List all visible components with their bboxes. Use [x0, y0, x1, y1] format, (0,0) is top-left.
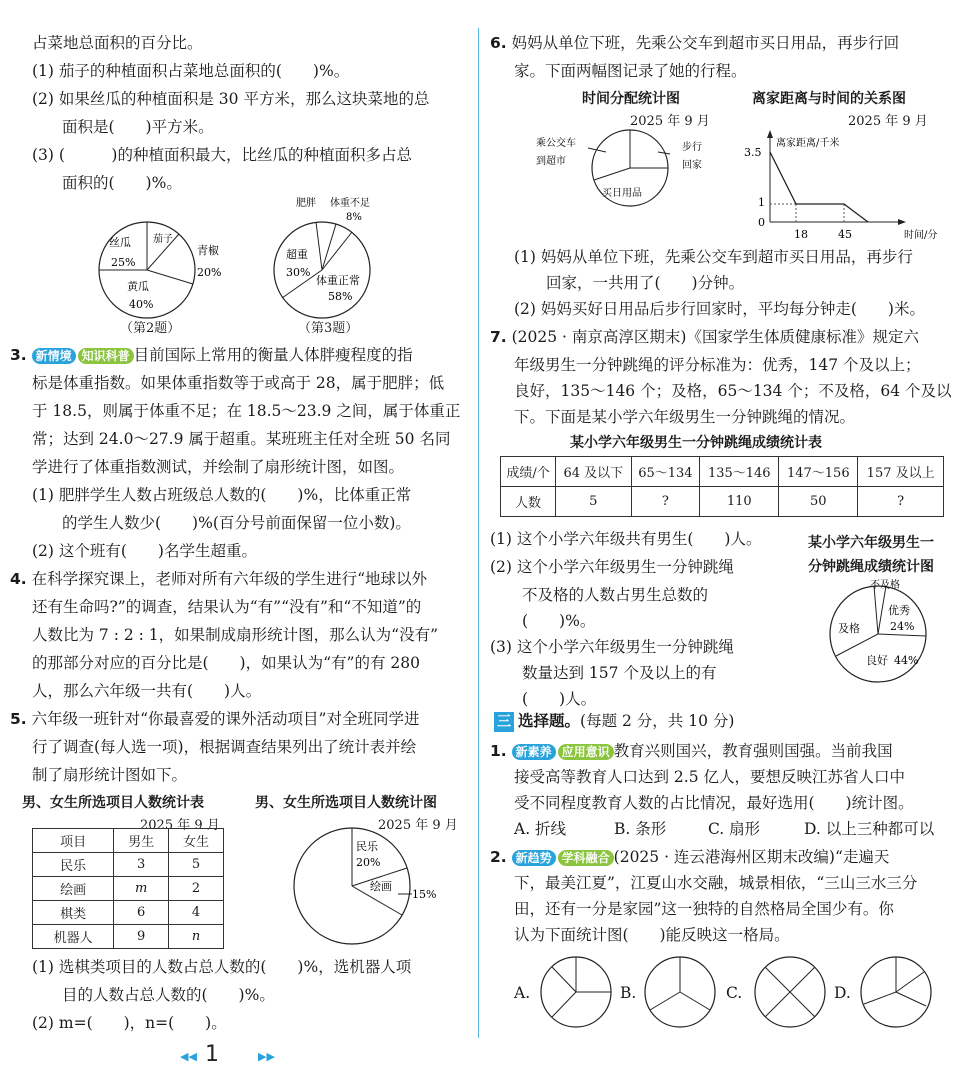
- table-cell: 民乐: [33, 853, 114, 877]
- text-line: 的学生人数少( )%(百分号前面保留一位小数)。: [62, 514, 411, 532]
- table-cell: 9: [114, 925, 169, 949]
- text-line: 认为下面统计图( )能反映这一格局。: [514, 926, 790, 944]
- pie-label: 体重正常: [316, 274, 360, 287]
- text-line: (1) 这个小学六年级共有男生( )人。: [490, 530, 762, 548]
- pie-label: 到超市: [536, 156, 566, 167]
- tag-new-scenario: 新情境: [32, 348, 76, 364]
- text-line: (2) 这个小学六年级男生一分钟跳绳: [490, 558, 734, 576]
- text-line: 下。下面是某小学六年级男生一分钟跳绳的情况。: [514, 408, 856, 426]
- question-number: 1.: [490, 742, 507, 760]
- text-line: (1) 肥胖学生人数占班级总人数的( )%，比体重正常: [32, 486, 412, 504]
- question-3-line: [10, 344, 413, 366]
- text-line: 家。下面两幅图记录了她的行程。: [514, 62, 747, 80]
- table-header: 135～146: [700, 457, 779, 487]
- text-line: 人数比为 7 : 2 : 1，如果制成扇形统计图，那么认为“没有”: [32, 626, 439, 644]
- question-number: 3.: [10, 346, 27, 364]
- question-number: 2.: [490, 848, 507, 866]
- activity-table: [32, 828, 224, 949]
- question-number: 5.: [10, 710, 27, 728]
- question-text: 教育兴则国兴，教育强则国强。当前我国: [613, 742, 893, 760]
- pie-label: 40%: [129, 298, 154, 311]
- table-date: 2025 年 9 月: [140, 818, 220, 833]
- chart-title: 时间分配统计图: [582, 91, 680, 107]
- chart-title: 某小学六年级男生一: [808, 535, 934, 551]
- rope-skipping-table: [500, 456, 944, 517]
- pie-label: 乘公交车: [536, 138, 576, 149]
- chart-title: 男、女生所选项目人数统计图: [255, 795, 437, 811]
- pie-chart-q5: [290, 826, 440, 950]
- pie-label: 30%: [286, 266, 311, 279]
- left-column: [0, 0, 475, 1070]
- option-d-pie[interactable]: [858, 954, 934, 1030]
- table-cell: 5: [169, 853, 224, 877]
- pie-label: 20%: [356, 856, 381, 869]
- table-cell: 人数: [501, 487, 556, 517]
- text-line: 占菜地总面积的百分比。: [32, 34, 203, 52]
- table-cell: 110: [700, 487, 779, 517]
- question-text: 六年级一班针对“你最喜爱的课外活动项目”对全班同学进: [31, 710, 420, 728]
- table-cell: ?: [631, 487, 700, 517]
- choice-option[interactable]: B.: [620, 984, 637, 1002]
- x-tick-label: 18: [794, 228, 808, 241]
- tag-new-trend: 新趋势: [512, 850, 556, 866]
- next-page-icon[interactable]: ▶▶: [258, 1050, 275, 1063]
- choice-option[interactable]: A. 折线: [514, 820, 567, 838]
- pie-chart-q2: [95, 218, 222, 323]
- pie-label: 步行: [682, 142, 702, 153]
- table-header-row: [33, 829, 224, 853]
- table-cell: 3: [114, 853, 169, 877]
- choice-option[interactable]: B. 条形: [614, 820, 667, 838]
- choice-1-line: [490, 740, 893, 762]
- option-a-pie[interactable]: [538, 954, 614, 1030]
- tag-new-literacy: 新素养: [512, 744, 556, 760]
- pie-label: 及格: [838, 622, 860, 635]
- section-number: 三: [494, 712, 514, 732]
- text-line: ( )人。: [522, 690, 597, 708]
- y-axis-label: 离家距离/千米: [776, 138, 840, 149]
- table-row: [501, 487, 944, 517]
- table-title: 某小学六年级男生一分钟跳绳成绩统计表: [570, 435, 822, 451]
- text-line: (3) ( )的种植面积最大，比丝瓜的种植面积多占总: [32, 146, 412, 164]
- pie-label: 不及格: [870, 580, 900, 591]
- text-line: 数量达到 157 个及以上的有: [522, 664, 717, 682]
- choice-option[interactable]: D.: [834, 984, 851, 1002]
- pie-label: 回家: [682, 160, 702, 171]
- y-tick-label: 3.5: [744, 146, 762, 159]
- text-line: 面积的( )%。: [62, 174, 182, 192]
- question-7-line: [490, 326, 919, 348]
- table-cell: 绘画: [33, 877, 114, 901]
- pie-chart-q6: [530, 124, 720, 212]
- text-line: 还有生命吗?”的调查，结果认为“有”“没有”和“不知道”的: [32, 598, 422, 616]
- text-line: (1) 妈妈从单位下班，先乘公交车到超市买日用品，再步行: [514, 248, 913, 266]
- tag-interdisciplinary: 学科融合: [558, 850, 614, 866]
- table-header: 157 及以上: [858, 457, 944, 487]
- text-line: ( )%。: [522, 612, 596, 630]
- pie-label: 优秀: [888, 604, 910, 617]
- text-line: 标是体重指数。如果体重指数等于或高于 28，属于肥胖；低: [32, 374, 445, 392]
- table-row: [33, 877, 224, 901]
- text-line: 常；达到 24.0～27.9 属于超重。某班班主任对全班 50 名同: [32, 430, 451, 448]
- text-line: 目的人数占总人数的( )%。: [62, 986, 275, 1004]
- table-row: [33, 901, 224, 925]
- text-line: 下，最美江夏”，江夏山水交融，城景相依，“三山三水三分: [514, 874, 918, 892]
- table-cell: 棋类: [33, 901, 114, 925]
- x-axis-label: 时间/分: [904, 230, 938, 241]
- text-line: 受不同程度教育人数的占比情况，最好选用( )统计图。: [514, 794, 914, 812]
- question-6-line: [490, 32, 899, 54]
- text-line: 年级男生一分钟跳绳的评分标准为：优秀，147 个及以上；: [514, 356, 921, 374]
- pie-label: 绘画: [370, 880, 392, 893]
- table-cell: 2: [169, 877, 224, 901]
- text-line: 面积是( )平方米。: [62, 118, 214, 136]
- chart-title: 离家距离与时间的关系图: [752, 91, 906, 107]
- table-row: [33, 925, 224, 949]
- right-column: [490, 0, 967, 1070]
- pie-label: 体重不足: [330, 198, 370, 209]
- table-header: 男生: [114, 829, 169, 853]
- pie-label: 超重: [286, 248, 308, 261]
- choice-option[interactable]: A.: [514, 984, 531, 1002]
- question-number: 6.: [490, 34, 507, 52]
- section-title: 选择题。: [518, 712, 581, 730]
- table-cell: 4: [169, 901, 224, 925]
- text-line: 良好，135～146 个；及格，65～134 个；不及格，64 个及以: [514, 382, 952, 400]
- table-header: 成绩/个: [501, 457, 556, 487]
- table-cell: m: [114, 877, 169, 901]
- question-text: (2025 · 连云港海州区期末改编)“走遍天: [613, 848, 890, 866]
- chart-title: 分钟跳绳成绩统计图: [808, 559, 934, 575]
- table-header: 64 及以下: [556, 457, 631, 487]
- y-tick-label: 1: [758, 196, 765, 209]
- question-text: 目前国际上常用的衡量人体胖瘦程度的指: [133, 346, 413, 364]
- text-line: (2) 如果丝瓜的种植面积是 30 平方米，那么这块菜地的总: [32, 90, 430, 108]
- text-line: 回家，一共用了( )分钟。: [546, 274, 745, 292]
- question-5-line: [10, 708, 419, 730]
- text-line: 制了扇形统计图如下。: [32, 766, 188, 784]
- pie-label: 25%: [111, 256, 136, 269]
- text-line: 学进行了体重指数测试，并绘制了扇形统计图，如图。: [32, 458, 405, 476]
- figure-caption: （第2题）: [120, 321, 181, 336]
- pie-label: 丝瓜: [109, 236, 131, 249]
- text-line: 于 18.5，则属于体重不足；在 18.5～23.9 之间，属于体重正: [32, 402, 461, 420]
- table-cell: 6: [114, 901, 169, 925]
- option-b-pie[interactable]: [642, 954, 718, 1030]
- tag-knowledge: 知识科普: [78, 348, 134, 364]
- y-tick-label: 0: [758, 216, 765, 229]
- text-line: (2) 这个班有( )名学生超重。: [32, 542, 257, 560]
- pie-label: 买日用品: [602, 188, 642, 199]
- question-number: 4.: [10, 570, 27, 588]
- pie-label: 良好: [866, 654, 888, 667]
- table-header: 147～156: [779, 457, 858, 487]
- pie-label: 肥胖: [296, 198, 316, 209]
- table-header: 项目: [33, 829, 114, 853]
- text-line: 接受高等教育人口达到 2.5 亿人，要想反映江苏省人口中: [514, 768, 906, 786]
- table-header: 女生: [169, 829, 224, 853]
- table-row: [33, 853, 224, 877]
- pie-chart-q3: [270, 192, 380, 322]
- x-axis-arrow-icon: [898, 219, 906, 225]
- text-line: 不及格的人数占男生总数的: [522, 586, 709, 604]
- text-line: (2) 妈妈买好日用品后步行回家时，平均每分钟走( )米。: [514, 300, 925, 318]
- table-cell: 50: [779, 487, 858, 517]
- text-line: 田，还有一分是家园”这一独特的自然格局全国少有。你: [514, 900, 894, 918]
- table-cell: n: [169, 925, 224, 949]
- question-4-line: [10, 568, 427, 590]
- pie-label: 24%: [890, 620, 915, 633]
- chart-date: 2025 年 9 月: [378, 818, 458, 833]
- question-text: 妈妈从单位下班，先乘公交车到超市买日用品，再步行回: [511, 34, 900, 52]
- text-line: (1) 选棋类项目的人数占总人数的( )%，选机器人项: [32, 958, 412, 976]
- table-title: 男、女生所选项目人数统计表: [22, 795, 204, 811]
- table-cell: ?: [858, 487, 944, 517]
- text-line: (1) 茄子的种植面积占菜地总面积的( )%。: [32, 62, 350, 80]
- pie-label: 44%: [894, 654, 919, 667]
- table-header: 65～134: [631, 457, 700, 487]
- line-chart-q6: [740, 126, 960, 244]
- table-cell: 机器人: [33, 925, 114, 949]
- choice-option[interactable]: C.: [726, 984, 743, 1002]
- section-heading: [494, 710, 734, 732]
- x-tick-label: 45: [838, 228, 852, 241]
- table-header-row: [501, 457, 944, 487]
- choice-option[interactable]: C. 扇形: [708, 820, 761, 838]
- pie-label: 民乐: [356, 840, 378, 853]
- table-cell: 5: [556, 487, 631, 517]
- choice-2-line: [490, 846, 889, 868]
- text-line: 的那部分对应的百分比是( )，如果认为“有”的有 280: [32, 654, 420, 672]
- option-c-pie[interactable]: [752, 954, 828, 1030]
- section-note: (每题 2 分，共 10 分): [580, 712, 735, 730]
- text-line: (3) 这个小学六年级男生一分钟跳绳: [490, 638, 734, 656]
- question-text: (2025 · 南京高淳区期末)《国家学生体质健康标准》规定六: [511, 328, 919, 346]
- pie-label: 15%: [412, 888, 437, 901]
- chart-date: 2025 年 9 月: [848, 114, 928, 129]
- page-number: 1: [205, 1042, 219, 1067]
- text-line: 人，那么六年级一共有( )人。: [32, 682, 262, 700]
- pie-label: 20%: [197, 266, 222, 279]
- tag-application: 应用意识: [558, 744, 614, 760]
- text-line: (2) m=( )，n=( )。: [32, 1014, 227, 1032]
- pie-label: 茄子: [153, 234, 173, 245]
- question-number: 7.: [490, 328, 507, 346]
- pie-label: 青椒: [197, 244, 219, 257]
- chart-date: 2025 年 9 月: [630, 114, 710, 129]
- pie-chart-q7: [820, 576, 960, 686]
- pie-label: 8%: [346, 212, 362, 223]
- question-text: 在科学探究课上，老师对所有六年级的学生进行“地球以外: [31, 570, 428, 588]
- figure-caption: （第3题）: [298, 321, 359, 336]
- y-axis-arrow-icon: [767, 130, 773, 138]
- column-divider: [478, 28, 479, 1038]
- pie-label: 黄瓜: [127, 280, 149, 293]
- prev-page-icon[interactable]: ◀◀: [180, 1050, 197, 1063]
- pie-label: 58%: [328, 290, 353, 303]
- text-line: 行了调查(每人选一项)，根据调查结果列出了统计表并绘: [32, 738, 417, 756]
- choice-option[interactable]: D. 以上三种都可以: [804, 820, 935, 838]
- distance-line: [770, 152, 868, 222]
